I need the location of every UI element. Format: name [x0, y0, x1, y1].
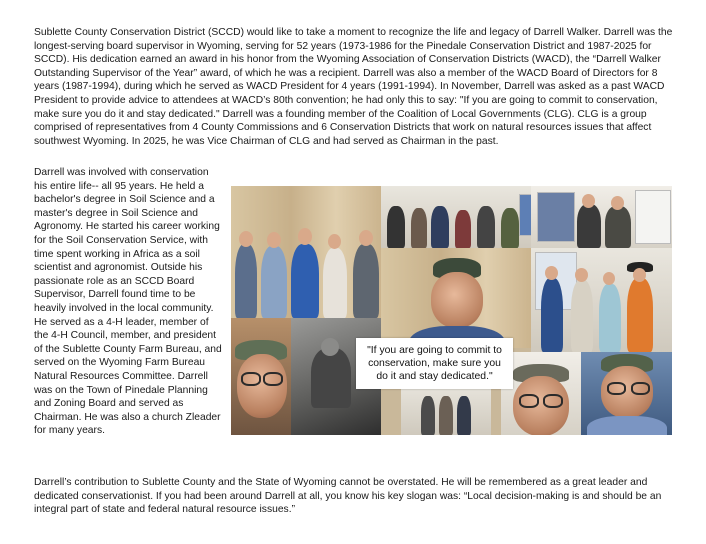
award-presentation-photo: [531, 186, 672, 248]
group-photo-banner: [531, 248, 672, 352]
quote-caption: "If you are going to commit to conservation, make sure you do it and stay dedicated.": [356, 338, 513, 389]
darrell-portrait-photo: [381, 248, 531, 348]
biography-paragraph: Darrell was involved with conservation his entire life-- all 95 years. He held a bachelor's degree in Soil Science and a master's degree in Soil Science and Agronomy. He started his career working for the Soil Conservation Service, with time spent working in Africa as a soil scientist and agronomist. Outside his passionate role as an SCCD Board Supervisor, Darrell found time to be heavily involved in the local community. He served as a 4-H leader, member of the 4-H Council, member, and president of the Sublette County Farm Bureau, and served on the Wyoming Farm Bureau Natural Resources Committee. Darrell was on the Town of Pinedale Planning and Zoning Board and served as Chairman. He was also a church Zleader for many years.: [34, 167, 222, 437]
intro-paragraph: Sublette County Conservation District (SCCD) would like to take a moment to recognize the life and legacy of Darrell Walker. Darrell was the longest-serving board supervisor in Wyoming, serving for 52 years (1973-1986 for the Pinedale Conservation District and 1987-2025 for SCCD). His dedication earned an award in his honor from the Wyoming Association of Conservation Districts (WACD), the “Darrell Walker Outstanding Supervisor of the Year” award, of which he was a recipient. Darrell was also a member of the WACD Board of Directors for 8 years (1987-1994), during which he served as WACD President for 4 years (1991-1994). In November, Darrell was asked as a past WACD President to provide advice to attendees at WACD’s 80th convention; he had only this to say: "If you are going to commit to conservation, make sure you do it and stay dedicated." Darrell was a founding member of the Coalition of Local Governments (CLG). CLG is a group comprised of representatives from 4 County Commissions and 6 Conservation Districts that work on natural resources issues that affect southwest Wyoming. In 2025, he was Vice Chairman of CLG and had served as Chairman in the past.: [34, 27, 673, 147]
group-photo-small: [401, 382, 491, 435]
darrell-smiling-photo: [501, 352, 581, 435]
group-photo-conference: [381, 186, 531, 248]
darrell-hat-closeup-photo: [231, 318, 291, 435]
photo-collage: [231, 186, 672, 435]
group-photo-wood-wall: [231, 186, 381, 318]
closing-paragraph: Darrell’s contribution to Sublette County and the State of Wyoming cannot be overstated. He will be remembered as a great leader and dedicated conservationist. If you had been around Darrell at all, you know his key slogan was: “Local decision-making is and should be an integral part of state and federal natural resource issues.”: [34, 477, 662, 516]
darrell-plaid-shirt-photo: [581, 352, 672, 435]
